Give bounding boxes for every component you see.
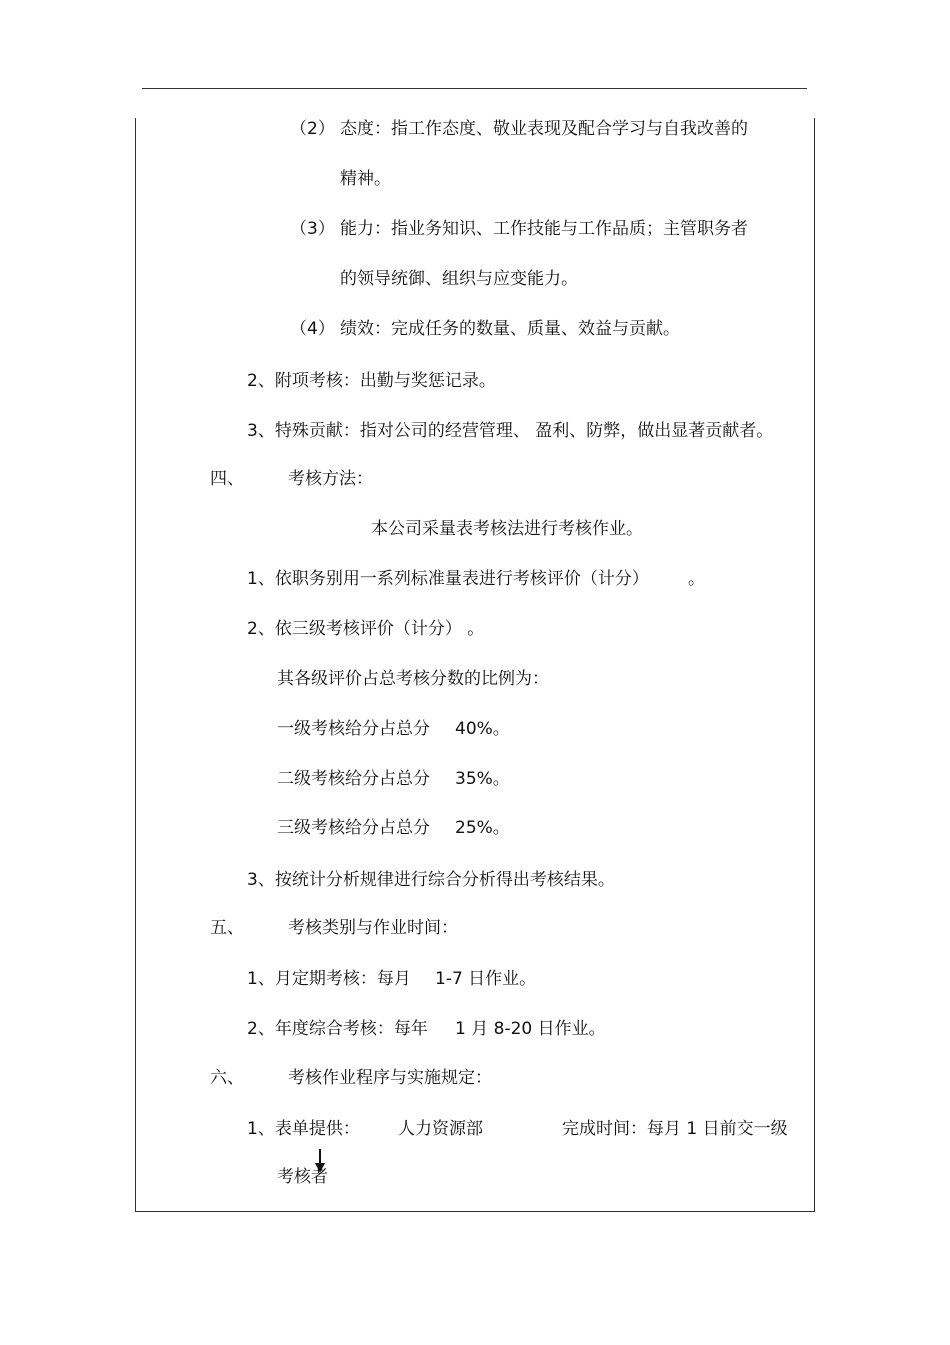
attitude-definition: 态度：指工作态度、敬业表现及配合学习与自我改善的 — [340, 119, 748, 139]
monthly-review-label: 1、月定期考核：每月 — [247, 969, 411, 989]
annual-review-dates: 1 月 8-20 日作业。 — [455, 1019, 606, 1039]
attitude-definition-cont: 精神。 — [340, 169, 391, 189]
section-6-heading: 考核作业程序与实施规定： — [288, 1068, 492, 1088]
ability-definition: 能力：指业务知识、工作技能与工作品质；主管职务者 — [340, 219, 748, 239]
level-1-percent: 40%。 — [455, 719, 510, 739]
section-4-number: 四、 — [210, 469, 244, 489]
level-1-label: 一级考核给分占总分 — [277, 719, 430, 739]
reviewer-label: 考核者 — [277, 1167, 328, 1187]
form-provider-dept: 人力资源部 — [398, 1119, 483, 1139]
method-item-1-period: 。 — [688, 569, 705, 589]
level-2-percent: 35%。 — [455, 769, 510, 789]
performance-definition: 绩效：完成任务的数量、质量、效益与贡献。 — [340, 319, 680, 339]
method-item-2: 2、依三级考核评价（计分） 。 — [247, 619, 485, 639]
level-3-percent: 25%。 — [455, 818, 510, 838]
annual-review-label: 2、年度综合考核：每年 — [247, 1019, 428, 1039]
method-intro: 本公司采量表考核法进行考核作业。 — [371, 519, 643, 539]
ability-definition-cont: 的领导统御、组织与应变能力。 — [340, 269, 578, 289]
special-contribution: 3、特殊贡献：指对公司的经营管理、 盈利、防弊，做出显著贡献者。 — [247, 421, 774, 441]
monthly-review-dates: 1-7 日作业。 — [435, 969, 537, 989]
completion-time: 完成时间：每月 1 日前交一级 — [562, 1119, 788, 1139]
header-rule — [142, 88, 807, 89]
item-number-4: （4） — [290, 319, 335, 339]
level-3-label: 三级考核给分占总分 — [277, 818, 430, 838]
section-5-heading: 考核类别与作业时间： — [288, 918, 458, 938]
item-number-2: （2） — [290, 119, 335, 139]
section-5-number: 五、 — [210, 918, 244, 938]
item-number-3: （3） — [290, 219, 335, 239]
section-6-number: 六、 — [210, 1068, 244, 1088]
level-2-label: 二级考核给分占总分 — [277, 769, 430, 789]
ratio-intro: 其各级评价占总考核分数的比例为： — [277, 669, 549, 689]
method-item-3: 3、按统计分析规律进行综合分析得出考核结果。 — [247, 870, 615, 890]
form-provider-label: 1、表单提供： — [247, 1119, 360, 1139]
method-item-1: 1、依职务别用一系列标准量表进行考核评价（计分） — [247, 569, 649, 589]
section-4-heading: 考核方法： — [288, 469, 373, 489]
additional-assessment: 2、附项考核：出勤与奖惩记录。 — [247, 371, 496, 391]
